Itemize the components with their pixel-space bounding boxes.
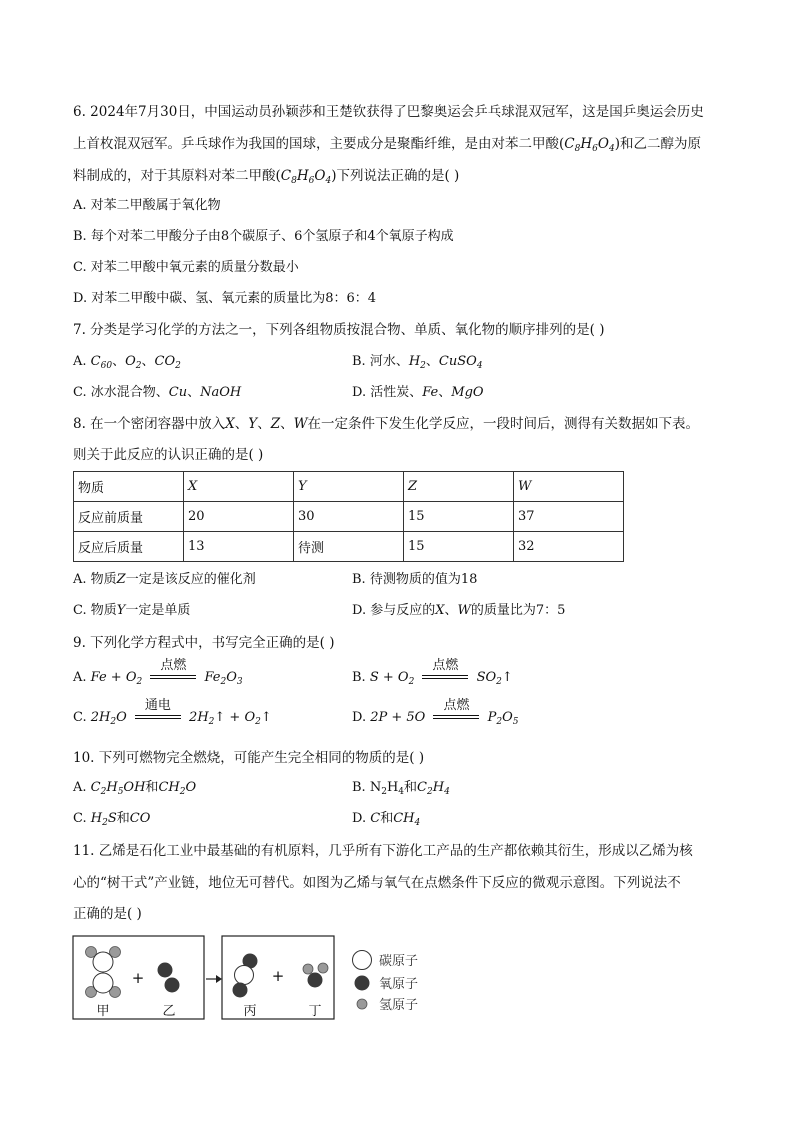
q8-option-d: D. 参与反应的X、W的质量比为7：5 [352,603,566,618]
q9-option-a: A. $Fe + O_2$ 点燃 $Fe_2O_3$ [73,658,243,687]
q8-line1: 8. 在一个密闭容器中放入X、Y、Z、W在一定条件下发生化学反应，一段时间后，测得有关数据如下表。 [73,416,699,432]
table-cell: 13 [184,532,294,562]
q9-option-d: D. 2P + 5O 点燃 $P_2O_5$ [352,698,519,727]
table-cell: Z [404,472,514,502]
table-cell: 反应前质量 [74,502,184,532]
q6-line2 [73,134,701,154]
legend-hydrogen-icon [357,999,367,1009]
oxygen-atom [308,973,323,988]
label-yi: 乙 [162,1004,176,1019]
carbon-atom [93,952,113,972]
q6-line1: 6. 2024年7月30日，中国运动员孙颖莎和王楚钦获得了巴黎奥运会乒乓球混双冠军，这是国乒奥运会历史 [73,104,704,120]
q6-line3: 料制成的，对于其原料对苯二甲酸$(C_8H_6O_4)$下列说法正确的是( ) [73,168,460,186]
hydrogen-atom [303,964,313,974]
q6-formula-2: $C_8H_6O_4$ [280,168,332,186]
table-cell: Y [294,472,404,502]
q6-line2-text-b: )和乙二醇为原 [614,136,701,152]
carbon-atom [235,966,254,985]
q8-option-a: A. 物质Z一定是该反应的催化剂 [73,572,256,587]
ethylene-molecule [86,947,121,998]
legend-oxygen-label: 氧原子 [379,977,419,992]
table-cell: 待测 [294,532,404,562]
table-cell: 20 [184,502,294,532]
reaction-condition: 点燃 [433,711,479,719]
reaction-micro-diagram [72,935,452,1023]
table-row [74,472,624,502]
q10-stem: 10. 下列可燃物完全燃烧，可能产生完全相同的物质的是( ) [73,750,425,766]
plus-sign: + [131,969,145,987]
table-cell: 物质 [74,472,184,502]
q7-option-c: C. 冰水混合物、Cu、NaOH [73,385,242,400]
q6-option-b: B. 每个对苯二甲酸分子由8个碳原子、6个氢原子和4个氧原子构成 [73,229,454,244]
table-cell: 37 [514,502,624,532]
oxygen-molecule [158,963,180,993]
reaction-condition: 点燃 [150,671,196,679]
q7-option-d: D. 活性炭、Fe、MgO [352,385,484,400]
water-molecule [303,963,328,988]
table-cell: 30 [294,502,404,532]
q7-option-a: A. $C_{60}$、$O_2$、$CO_2$ [73,354,181,371]
q8-data-table [73,471,624,562]
q6-option-d: D. 对苯二甲酸中碳、氢、氧元素的质量比为8：6：4 [73,291,377,306]
q10-option-b: B. $N_2H_4$和$C_2H_4$ [352,780,450,797]
oxygen-atom [158,963,173,978]
q11-line1: 11. 乙烯是石化工业中最基础的有机原料，几乎所有下游化工产品的生产都依赖其衍生，形成以乙烯为核 [73,843,693,859]
table-row [74,502,624,532]
q8-line2: 则关于此反应的认识正确的是( ) [73,447,264,463]
reaction-condition: 点燃 [422,671,468,679]
q6-line2-text-a: 上首枚混双冠军。乒乓球作为我国的国球，主要成分是聚酯纤维，是由对苯二甲酸( [73,136,565,152]
label-bing: 丙 [243,1004,257,1019]
q6-formula: $C_8H_6O_4$ [564,136,615,154]
reaction-condition: 通电 [135,711,181,719]
label-jia: 甲 [96,1004,110,1019]
legend-hydrogen-label: 氢原子 [379,998,419,1013]
label-ding: 丁 [308,1004,322,1019]
q10-option-c: C. $H_2S$和CO [73,811,151,828]
table-cell: 32 [514,532,624,562]
oxygen-atom [165,978,180,993]
oxygen-atom [233,983,248,998]
q11-line2: 心的“树干式”产业链，地位无可替代。如图为乙烯与氧气在点燃条件下反应的微观示意图。下列说法不 [73,875,681,891]
q10-option-a: A. $C_2H_5OH$和$CH_2O$ [73,780,197,797]
legend-carbon-icon [353,951,372,970]
q9-option-b: B. $S + O_2$ 点燃 $SO_2↑$ [352,658,513,687]
q7-stem: 7. 分类是学习化学的方法之一，下列各组物质按混合物、单质、氧化物的顺序排列的是( ) [73,322,605,338]
table-row [74,532,624,562]
q8-option-c: C. 物质Y一定是单质 [73,603,191,618]
legend-carbon-label: 碳原子 [379,954,419,969]
q8-option-b: B. 待测物质的值为18 [352,572,478,587]
legend [353,951,419,1014]
plus-sign: + [271,967,285,985]
q10-option-d: D. C和$CH_4$ [352,811,421,828]
table-cell: W [514,472,624,502]
legend-oxygen-icon [355,976,370,991]
q7-option-b: B. 河水、$H_2$、CuSO$_4$ [352,354,483,371]
q11-line3: 正确的是( ) [73,906,142,922]
table-cell: X [184,472,294,502]
table-cell: 反应后质量 [74,532,184,562]
q6-option-c: C. 对苯二甲酸中氧元素的质量分数最小 [73,260,299,275]
carbon-dioxide-molecule [233,954,258,998]
table-cell: 15 [404,502,514,532]
q9-option-c: C. $2H_2O$ 通电 $2H_2↑$ + $O_2↑$ [73,698,272,727]
table-cell: 15 [404,532,514,562]
q6-option-a: A. 对苯二甲酸属于氧化物 [73,198,221,213]
carbon-atom [93,973,113,993]
hydrogen-atom [318,963,328,973]
reaction-arrow-icon [206,975,222,983]
q9-stem: 9. 下列化学方程式中，书写完全正确的是( ) [73,635,335,651]
